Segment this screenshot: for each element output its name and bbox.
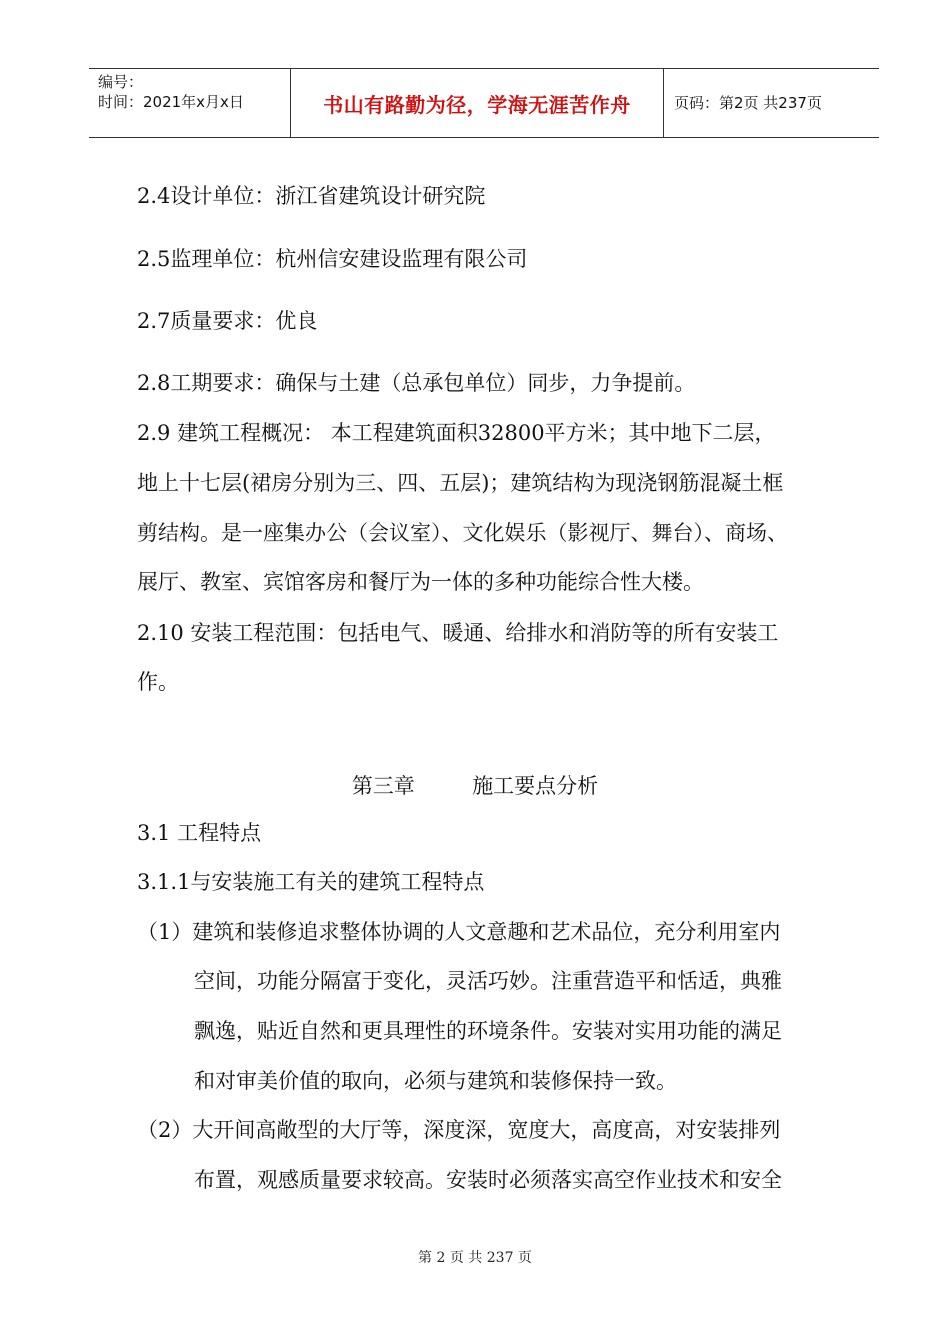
chapter-heading (0, 770, 950, 800)
item-2-line-1: （2）大开间高敞型的大厅等，深度深，宽度大，高度高，对安装排列 (137, 1118, 781, 1142)
item-1-line-1: （1）建筑和装修追求整体协调的人文意趣和艺术品位，充分利用室内 (137, 920, 781, 944)
chapter-number: 第三章 (351, 774, 415, 798)
page-footer: 第 2 页 共 237 页 (418, 1250, 532, 1266)
section-2-4: 2.4设计单位：浙江省建筑设计研究院 (137, 184, 486, 208)
header-motto-cell (290, 69, 664, 137)
item-2-line-2: 布置，观感质量要求较高。安装时必须落实高空作业技术和安全 (194, 1168, 782, 1192)
header-page-cell (664, 69, 879, 137)
section-2-9-line-3: 剪结构。是一座集办公（会议室）、文化娱乐（影视厅、舞台）、商场、 (137, 521, 788, 545)
item-1-line-2: 空间，功能分隔富于变化，灵活巧妙。注重营造平和恬适，典雅 (194, 969, 782, 993)
section-2-5: 2.5监理单位：杭州信安建设监理有限公司 (137, 247, 528, 271)
header-motto: 书山有路勤为径，学海无涯苦作舟 (323, 92, 631, 117)
section-2-7: 2.7质量要求：优良 (137, 309, 318, 333)
header-meta-cell (89, 69, 290, 137)
section-2-10-line-1: 2.10 安装工程范围：包括电气、暖通、给排水和消防等的所有安装工 (137, 621, 779, 645)
section-2-9-line-1: 2.9 建筑工程概况： 本工程建筑面积32800平方米；其中地下二层， (137, 421, 776, 445)
document-time-label: 时间：2021年x月x日 (98, 93, 244, 111)
section-3-1: 3.1 工程特点 (137, 821, 262, 845)
chapter-title: 施工要点分析 (472, 774, 599, 798)
header-page-label: 页码：第2页 共237页 (674, 94, 822, 112)
section-2-10-line-2: 作。 (137, 670, 179, 694)
item-1-line-4: 和对审美价值的取向，必须与建筑和装修保持一致。 (194, 1069, 677, 1093)
section-3-1-1: 3.1.1与安装施工有关的建筑工程特点 (137, 870, 485, 894)
section-2-9-line-4: 展厅、教室、宾馆客房和餐厅为一体的多种功能综合性大楼。 (137, 570, 704, 594)
section-2-8: 2.8工期要求：确保与土建（总承包单位）同步，力争提前。 (137, 371, 696, 395)
item-1-line-3: 飘逸，贴近自然和更具理性的环境条件。安装对实用功能的满足 (194, 1019, 782, 1043)
section-2-9-line-2: 地上十七层(裙房分别为三、四、五层)；建筑结构为现浇钢筋混凝土框 (137, 471, 784, 495)
document-number-label: 编号： (98, 73, 144, 91)
page-header (89, 68, 879, 138)
